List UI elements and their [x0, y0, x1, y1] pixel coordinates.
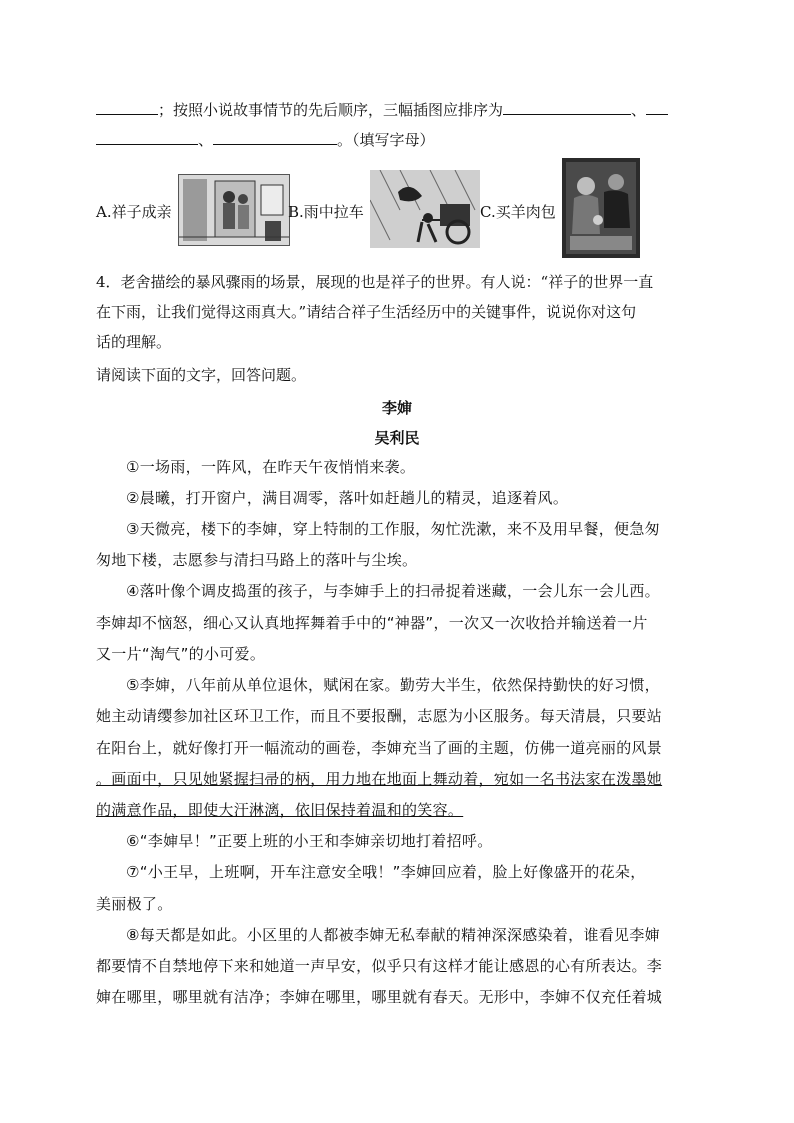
paragraph-5-line-1: ⑤李婶，八年前从单位退休，赋闲在家。勤劳大半生，依然保持勤快的好习惯， — [126, 676, 660, 694]
illustration-options — [96, 170, 698, 260]
paragraph-1: ①一场雨，一阵风，在昨天午夜悄悄来袭。 — [126, 458, 416, 476]
question-3-end: 。（填写字母） — [337, 131, 435, 149]
separator: 、 — [198, 131, 214, 149]
paragraph-5-underlined-line-5: 的满意作品，即使大汗淋漓，依旧保持着温和的笑容。 — [96, 801, 464, 819]
option-a-label: A.祥子成亲 — [96, 203, 172, 221]
question-3-text: ；按照小说故事情节的先后顺序，三幅插图应排序为 — [158, 101, 504, 119]
paragraph-2: ②晨曦，打开窗户，满目凋零，落叶如赶趟儿的精灵，追逐着风。 — [126, 489, 569, 507]
answer-blank[interactable] — [213, 128, 337, 145]
article-title: 李婶 — [381, 399, 412, 417]
option-b-label: B.雨中拉车 — [288, 203, 364, 221]
paragraph-4-line-1: ④落叶像个调皮捣蛋的孩子，与李婶手上的扫帚捉着迷藏，一会儿东一会儿西。 — [126, 582, 660, 600]
paragraph-4-line-2: 李婶却不恼怒，细心又认真地挥舞着手中的“神器”，一次又一次收拾并输送着一片 — [96, 614, 648, 632]
paragraph-3-line-1: ③天微亮，楼下的李婶，穿上特制的工作服，匆忙洗漱，来不及用早餐，便急匆 — [126, 520, 660, 538]
question-4-line-2: 在下雨，让我们觉得这雨真大。”请结合祥子生活经历中的关键事件，说说你对这句 — [96, 303, 637, 321]
question-4-line-3: 话的理解。 — [96, 333, 172, 351]
paragraph-7-line-2: 美丽极了。 — [96, 895, 173, 913]
question-3-line-2 — [96, 128, 698, 151]
answer-blank[interactable] — [96, 98, 158, 115]
paragraph-5-line-3: 在阳台上，就好像打开一幅流动的画卷，李婶充当了画的主题，仿佛一道亮丽的风景 — [96, 739, 663, 757]
illustration-wedding — [178, 174, 290, 246]
paragraph-5-line-2: 她主动请缨参加社区环卫工作，而且不要报酬，志愿为小区服务。每天清晨，只要站 — [96, 707, 663, 725]
option-c-label: C.买羊肉包 — [480, 203, 556, 221]
paragraph-5-underlined-line-4: 。画面中，只见她紧握扫帚的柄，用力地在地面上舞动着，宛如一名书法家在泼墨她 — [96, 770, 663, 788]
answer-blank[interactable] — [503, 98, 631, 115]
article-author: 吴利民 — [374, 429, 420, 447]
illustration-rickshaw-in-rain — [370, 170, 480, 248]
paragraph-6: ⑥“李婶早！”正要上班的小王和李婶亲切地打着招呼。 — [126, 832, 493, 850]
paragraph-8-line-1: ⑧每天都是如此。小区里的人都被李婶无私奉献的精神深深感染着，谁看见李婶 — [126, 926, 660, 944]
question-4-line-1: 4．老舍描绘的暴风骤雨的场景，展现的也是祥子的世界。有人说：“祥子的世界一直 — [96, 273, 654, 291]
separator: 、 — [631, 101, 647, 119]
paragraph-4-line-3: 又一片“淘气”的小可爱。 — [96, 645, 266, 663]
paragraph-8-line-2: 都要情不自禁地停下来和她道一声早安，似乎只有这样才能让感恩的心有所表达。李 — [96, 957, 663, 975]
answer-blank[interactable] — [646, 98, 668, 115]
paragraph-3-line-2: 匆地下楼，志愿参与清扫马路上的落叶与尘埃。 — [96, 551, 418, 569]
paragraph-8-line-3: 婶在哪里，哪里就有洁净；李婶在哪里，哪里就有春天。无形中，李婶不仅充任着城 — [96, 988, 663, 1006]
illustration-buying-buns — [562, 158, 640, 258]
answer-blank[interactable] — [96, 128, 198, 145]
question-3-line-1 — [96, 98, 698, 121]
paragraph-7-line-1: ⑦“小王早，上班啊，开车注意安全哦！”李婶回应着，脸上好像盛开的花朵， — [126, 863, 646, 881]
reading-instruction: 请阅读下面的文字，回答问题。 — [96, 366, 307, 384]
